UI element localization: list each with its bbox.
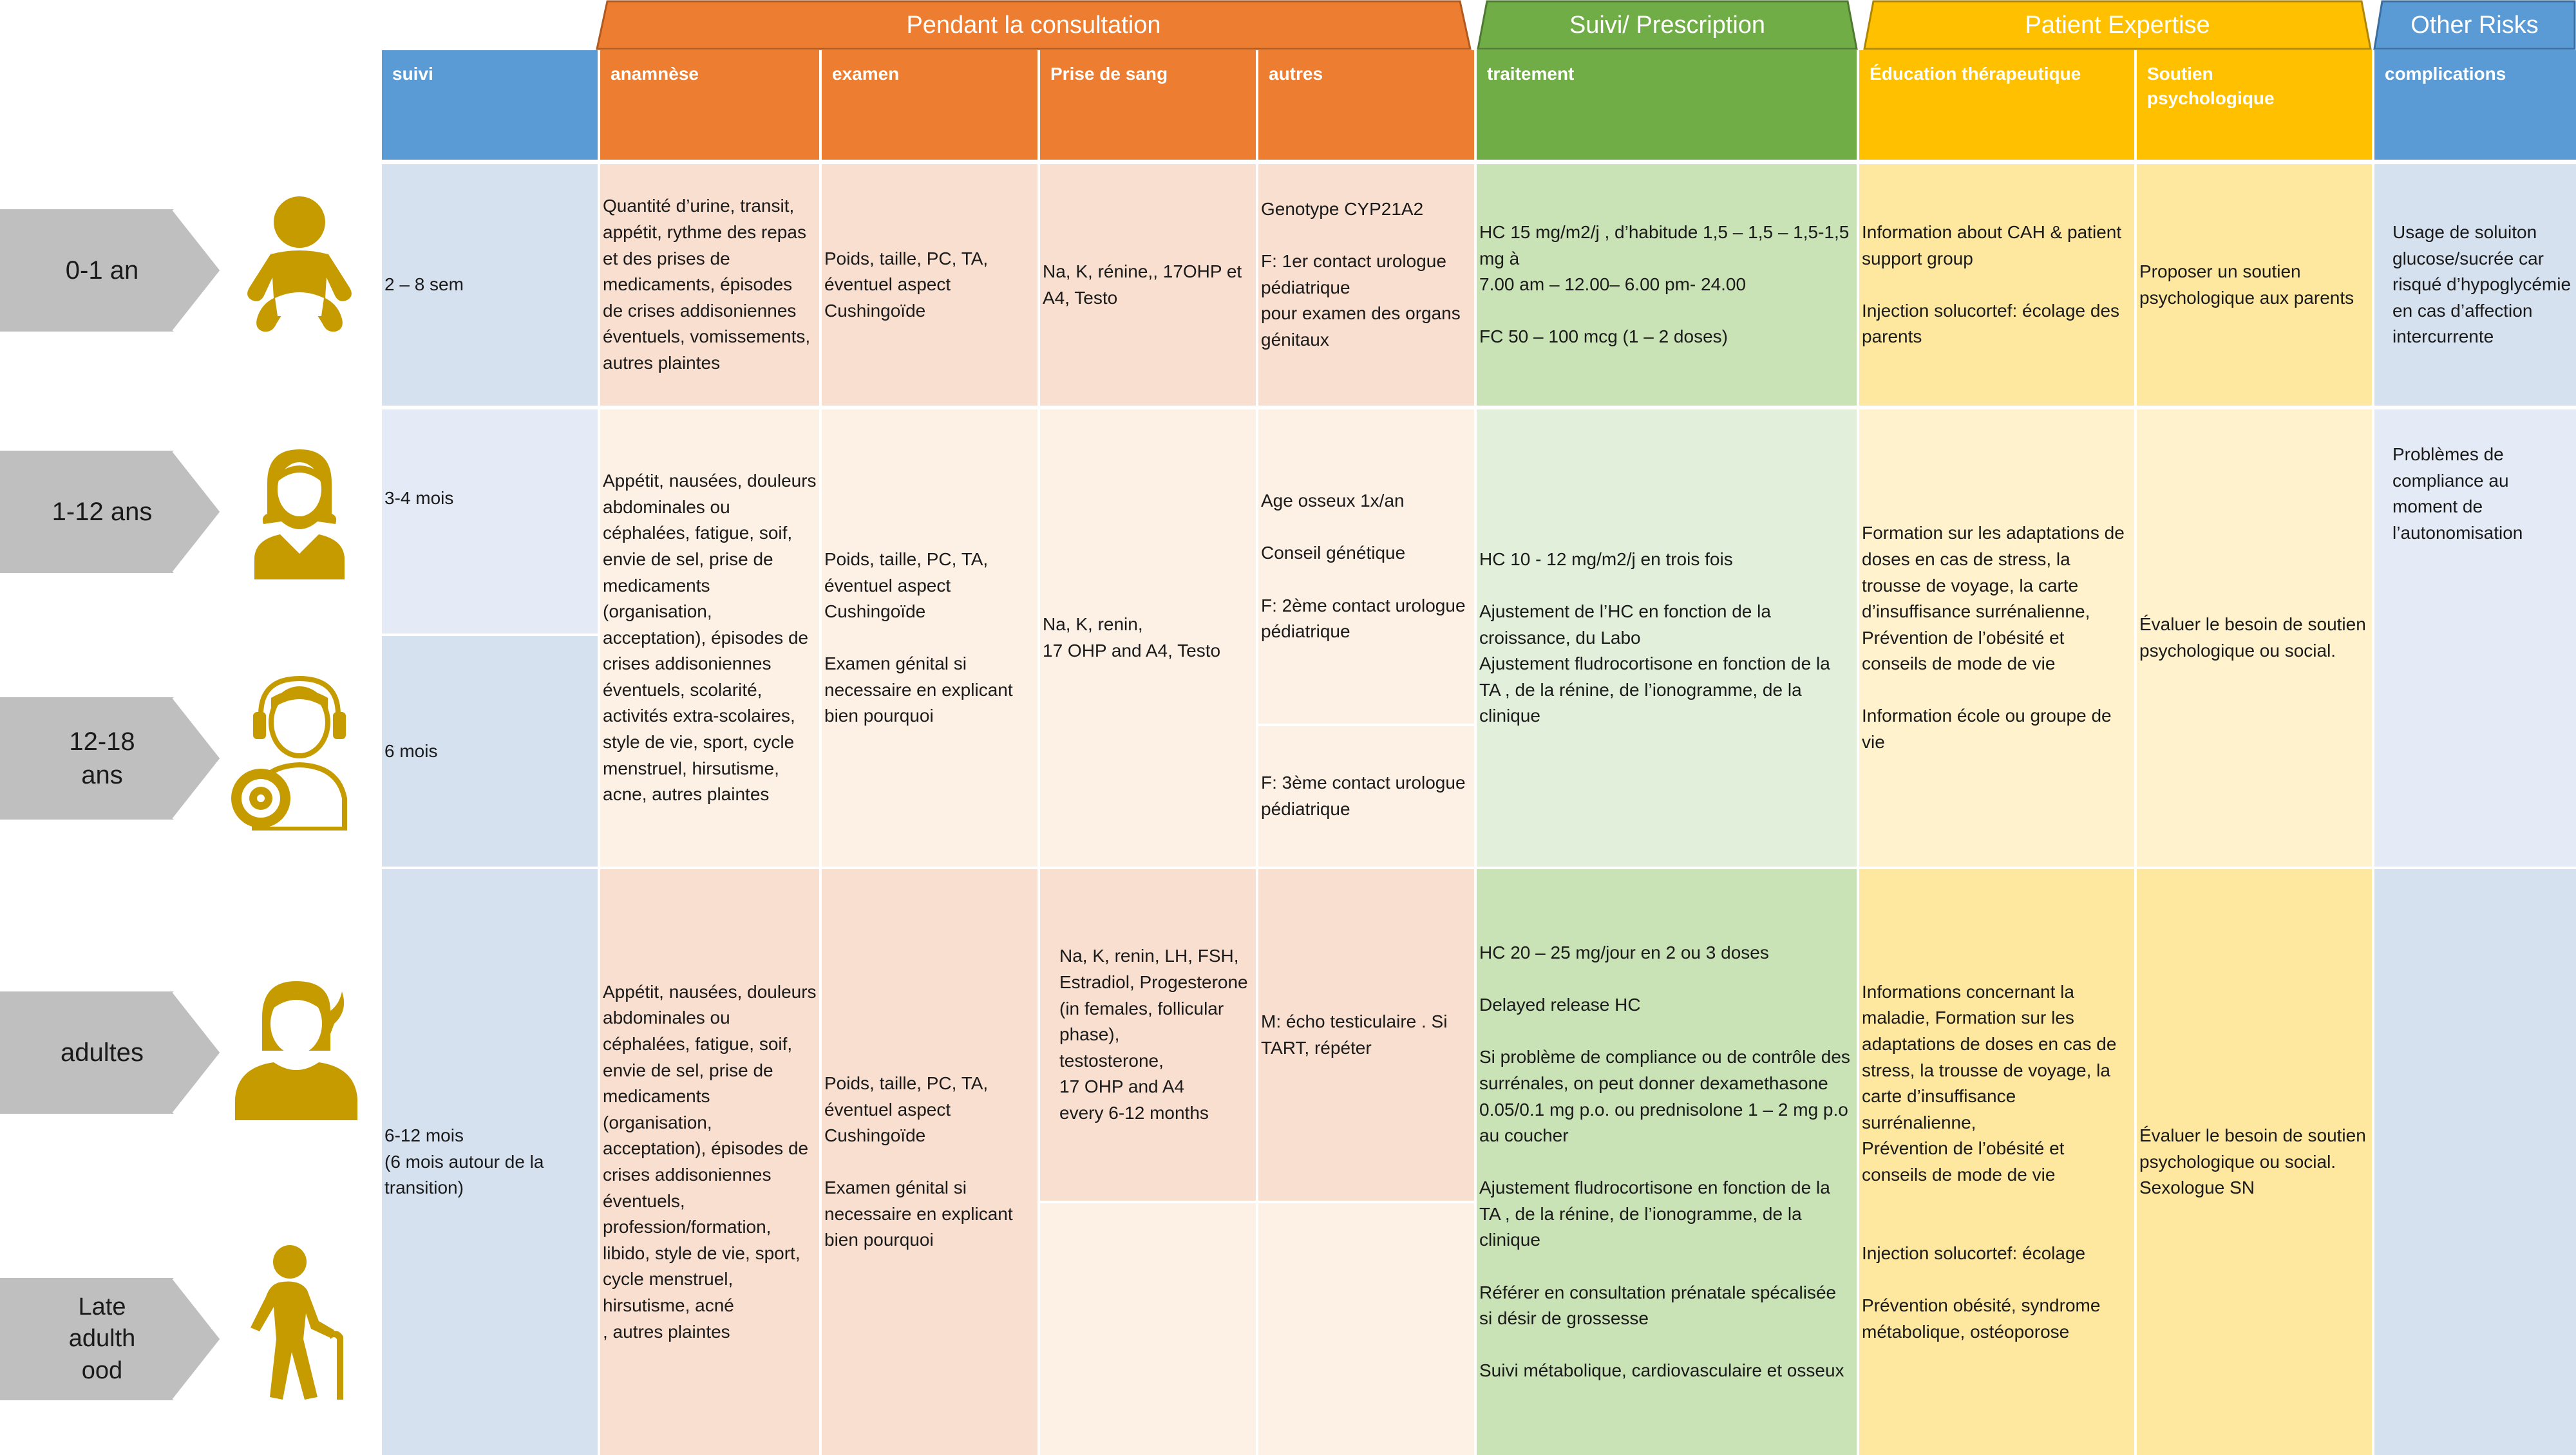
column-header-traitement: traitement: [1477, 50, 1857, 160]
column-header-anamnese: anamnèse: [600, 50, 819, 160]
cell-child-teen-prise-de-sang: Na, K, renin, 17 OHP and A4, Testo: [1040, 409, 1256, 867]
cell-infant-suivi: 2 – 8 sem: [382, 164, 598, 406]
group-header-label: Patient Expertise: [2025, 11, 2210, 39]
cell-adult-autres: M: écho testiculaire . Si TART, répéter: [1258, 869, 1474, 1201]
age-label-0-1-an: 0-1 an: [0, 209, 222, 332]
cell-late-prise-de-sang: [1040, 1203, 1256, 1455]
column-header-suivi: suivi: [382, 50, 598, 160]
baby-icon: [242, 190, 357, 344]
cell-infant-examen: Poids, taille, PC, TA, éventuel aspect Cushingoïde: [822, 164, 1037, 406]
woman-icon: [229, 972, 364, 1120]
cell-child-teen-education: Formation sur les adaptations de doses en cas de stress, la trousse de voyage, la carte d’insuffisance surrénalienne, Prévention de l’obésité et conseils de mode de vie Information école ou groupe de vie: [1859, 409, 2134, 867]
cell-adult-prise-de-sang: Na, K, renin, LH, FSH, Estradiol, Progesterone (in females, follicular phase), testosterone, 17 OHP and A4 every 6-12 months: [1040, 869, 1256, 1201]
cell-child-teen-traitement: HC 10 - 12 mg/m2/j en trois fois Ajustement de l’HC en fonction de la croissance, du Labo Ajustement fludrocortisone en fonction de la TA , de la rénine, de l’ionogramme, de la clinique: [1477, 409, 1857, 867]
cell-adult-suivi: 6-12 mois (6 mois autour de la transition): [382, 869, 598, 1455]
cell-adult-soutien: Évaluer le besoin de soutien psychologique ou social. Sexologue SN: [2137, 869, 2372, 1455]
cell-child-teen-complications: Problèmes de compliance au moment de l’autonomisation: [2374, 409, 2576, 867]
group-header-label: Suivi/ Prescription: [1569, 11, 1766, 39]
column-header-examen: examen: [822, 50, 1037, 160]
group-header-consultation: [596, 0, 1472, 50]
cell-infant-anamnese: Quantité d’urine, transit, appétit, rythme des repas et des prises de medicaments, épisodes de crises addisoniennes éventuels, vomissements, autres plaintes: [600, 164, 819, 406]
girl-icon: [242, 444, 357, 579]
cell-teen-suivi: 6 mois: [382, 636, 598, 867]
cell-child-teen-anamnese: Appétit, nausées, douleurs abdominales ou céphalées, fatigue, soif, envie de sel, prise de medicaments (organisation, acceptation), épisodes de crises addisoniennes éventuels, scolarité, activités extra-scolaires, style de vie, sport, cycle menstruel, hirsutisme, acne, autres plaintes: [600, 409, 819, 867]
cell-child-teen-examen: Poids, taille, PC, TA, éventuel aspect Cushingoïde Examen génital si necessaire en explicant bien pourquoi: [822, 409, 1037, 867]
column-header-complications: complications: [2374, 50, 2576, 160]
age-label-1-12-ans: 1-12 ans: [0, 451, 222, 573]
cell-child-suivi: 3-4 mois: [382, 409, 598, 634]
cell-adult-anamnese: Appétit, nausées, douleurs abdominales ou céphalées, fatigue, soif, envie de sel, prise de medicaments (organisation, acceptation), épisodes de crises addisoniennes éventuels, profession/formation, libido, style de vie, sport, cycle menstruel, hirsutisme, acné , autres plaintes: [600, 869, 819, 1455]
age-label-late-adulthood: Late adulth ood: [0, 1278, 222, 1400]
group-header-expertise: [1863, 0, 2372, 50]
teen-with-headphones-icon: [222, 670, 364, 831]
group-header-risks: [2373, 0, 2576, 50]
group-header-label: Other Risks: [2410, 11, 2539, 39]
cell-teen-autres: F: 3ème contact urologue pédiatrique: [1258, 726, 1474, 867]
cell-adult-complications: [2374, 869, 2576, 1455]
cell-infant-soutien: Proposer un soutien psychologique aux parents: [2137, 164, 2372, 406]
cell-infant-complications: Usage de soluiton glucose/sucrée car risqué d’hypoglycémie en cas d’affection intercurrente: [2374, 164, 2576, 406]
group-header-suivi: [1477, 0, 1858, 50]
cell-infant-prise-de-sang: Na, K, rénine,, 17OHP et A4, Testo: [1040, 164, 1256, 406]
age-label-12-18-ans: 12-18 ans: [0, 697, 222, 820]
cell-adult-examen: Poids, taille, PC, TA, éventuel aspect Cushingoïde Examen génital si necessaire en explicant bien pourquoi: [822, 869, 1037, 1455]
cell-infant-autres: Genotype CYP21A2 F: 1er contact urologue pédiatrique pour examen des organs génitaux: [1258, 164, 1474, 406]
cell-adult-education: Informations concernant la maladie, Formation sur les adaptations de doses en cas de stress, la trousse de voyage, la carte d’insuffisance surrénalienne, Prévention de l’obésité et conseils de mode de vie Injection solucortef: écolage Prévention obésité, syndrome métabolique, ostéoporose: [1859, 869, 2134, 1455]
age-label-adultes: adultes: [0, 991, 222, 1114]
cell-late-autres: [1258, 1203, 1474, 1455]
column-header-autres: autres: [1258, 50, 1474, 160]
cell-infant-traitement: HC 15 mg/m2/j , d’habitude 1,5 – 1,5 – 1,5-1,5 mg à 7.00 am – 12.00– 6.00 pm- 24.00 FC 50 – 100 mcg (1 – 2 doses): [1477, 164, 1857, 406]
cell-child-autres: Age osseux 1x/an Conseil génétique F: 2ème contact urologue pédiatrique: [1258, 409, 1474, 724]
group-header-label: Pendant la consultation: [906, 11, 1161, 39]
cell-adult-traitement: HC 20 – 25 mg/jour en 2 ou 3 doses Delayed release HC Si problème de compliance ou de contrôle des surrénales, on peut donner dexamethasone 0.05/0.1 mg p.o. ou prednisolone 1 – 2 mg p.o au coucher Ajustement fludrocortisone en fonction de la TA , de la rénine, de l’ionogramme, de la clinique Référer en consultation prénatale spécalisée si désir de grossesse Suivi métabolique, cardiovasculaire et osseux: [1477, 869, 1857, 1455]
column-header-prise-de-sang: Prise de sang: [1040, 50, 1256, 160]
cell-infant-education: Information about CAH & patient support group Injection solucortef: écolage des parents: [1859, 164, 2134, 406]
column-header-soutien: Soutien psychologique: [2137, 50, 2372, 160]
column-header-education: Éducation thérapeutique: [1859, 50, 2134, 160]
elderly-with-cane-icon: [229, 1243, 357, 1400]
cell-child-teen-soutien: Évaluer le besoin de soutien psychologique ou social.: [2137, 409, 2372, 867]
